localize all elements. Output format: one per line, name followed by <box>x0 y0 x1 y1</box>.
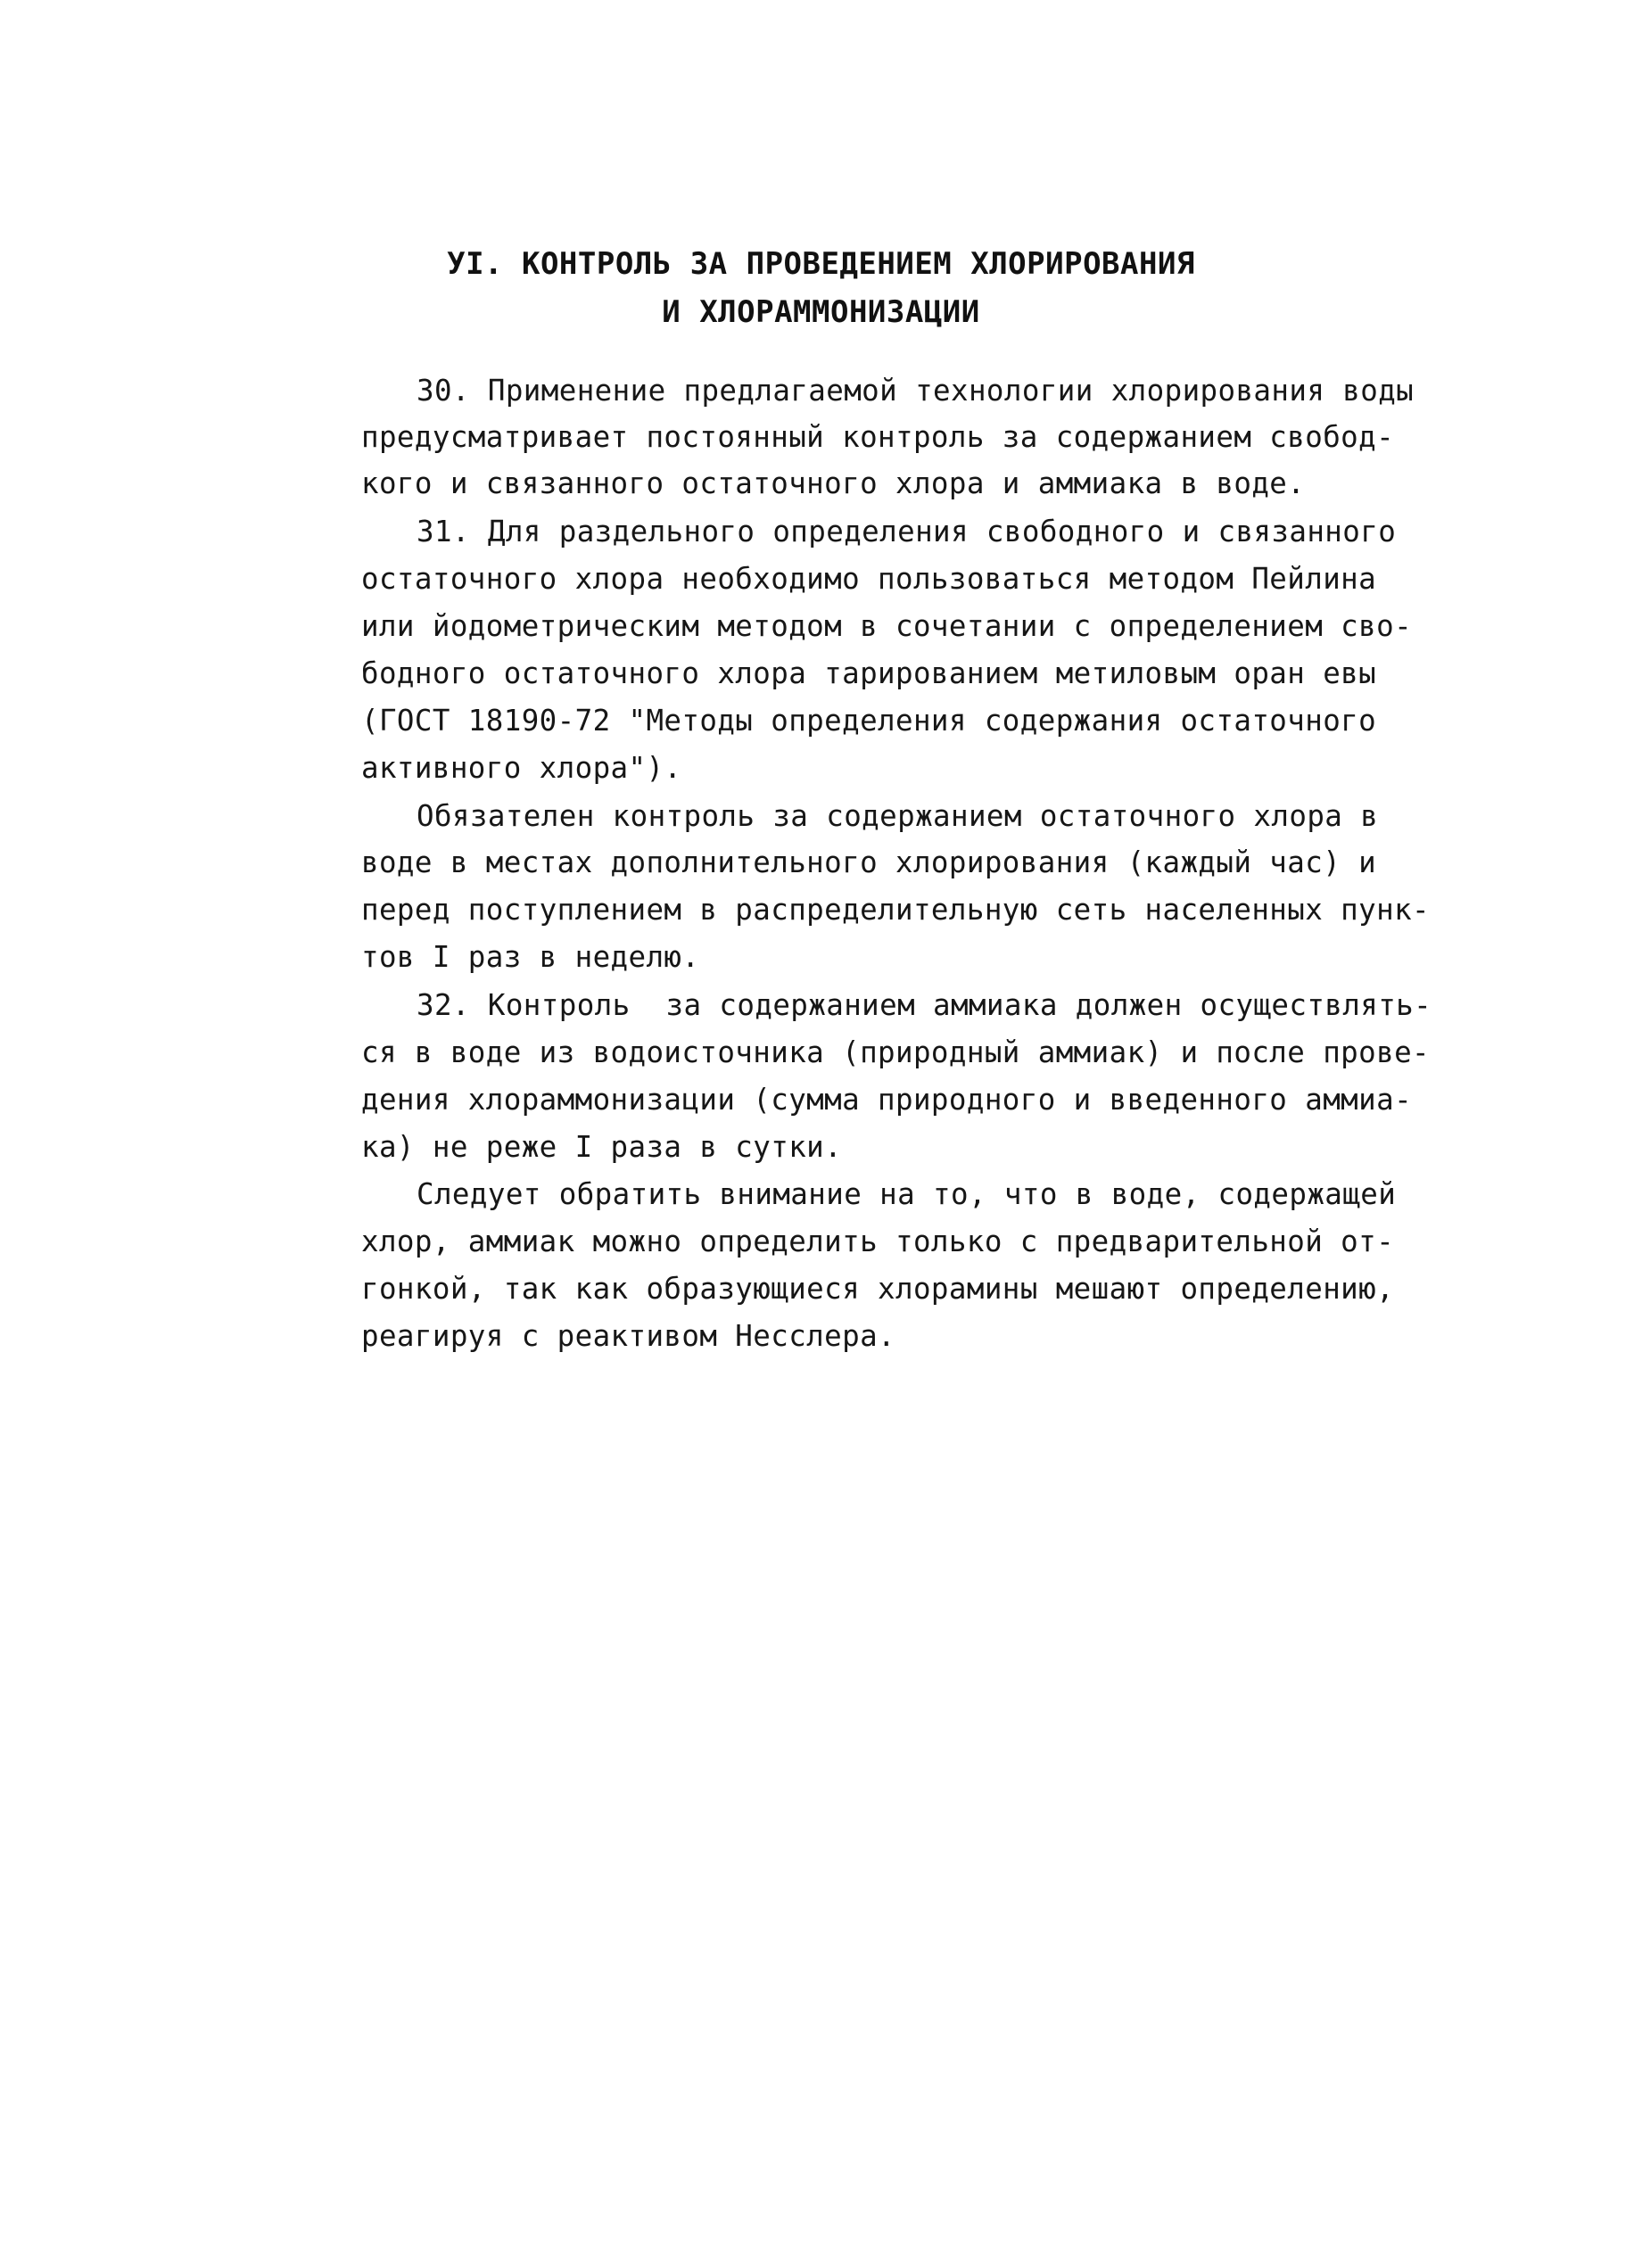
paragraph-note-line-2: хлор, аммиак можно определить только с предварительной от- <box>361 1225 1395 1258</box>
paragraph-note-line-1: Следует обратить внимание на то, что в воде, содержащей <box>417 1177 1397 1211</box>
paragraph-32-line-1: 32. Контроль за содержанием аммиака должен осуществлять- <box>417 988 1432 1022</box>
section-title-line-2: И ХЛОРАММОНИЗАЦИИ <box>662 294 980 330</box>
paragraph-32-line-2: ся в воде из водоисточника (природный аммиак) и после прове- <box>361 1035 1430 1069</box>
paragraph-note-line-4: реагируя с реактивом Несслера. <box>361 1319 895 1353</box>
paragraph-control-line-1: Обязателен контроль за содержанием остаточного хлора в <box>417 799 1379 833</box>
paragraph-31-line-1: 31. Для раздельного определения свободного и связанного <box>417 515 1397 548</box>
section-title-line-1: УI. КОНТРОЛЬ ЗА ПРОВЕДЕНИЕМ ХЛОРИРОВАНИЯ <box>447 246 1195 282</box>
paragraph-31-line-5: (ГОСТ 18190-72 "Методы определения содержания остаточного <box>361 704 1377 738</box>
paragraph-31-line-2: остаточного хлора необходимо пользоваться методом Пейлина <box>361 562 1377 596</box>
paragraph-30-line-1: 30. Применение предлагаемой технологии хлорирования воды <box>417 374 1415 408</box>
paragraph-control-line-3: перед поступлением в распределительную сеть населенных пунк- <box>361 893 1430 927</box>
paragraph-31-line-6: активного хлора"). <box>361 751 682 785</box>
paragraph-30-line-3: кого и связанного остаточного хлора и аммиака в воде. <box>361 466 1306 500</box>
paragraph-31-line-3: или йодометрическим методом в сочетании с определением сво- <box>361 609 1413 643</box>
paragraph-32-line-4: ка) не реже I раза в сутки. <box>361 1130 843 1164</box>
paragraph-31-line-4: бодного остаточного хлора тарированием метиловым оран евы <box>361 656 1377 690</box>
paragraph-32-line-3: дения хлораммонизации (сумма природного и введенного аммиа- <box>361 1083 1413 1117</box>
paragraph-note-line-3: гонкой, так как образующиеся хлорамины мешают определению, <box>361 1272 1395 1306</box>
paragraph-control-line-2: воде в местах дополнительного хлорирования (каждый час) и <box>361 845 1377 879</box>
paragraph-control-line-4: тов I раз в неделю. <box>361 940 700 974</box>
paragraph-30-line-2: предусматривает постоянный контроль за содержанием свобод- <box>361 420 1395 454</box>
